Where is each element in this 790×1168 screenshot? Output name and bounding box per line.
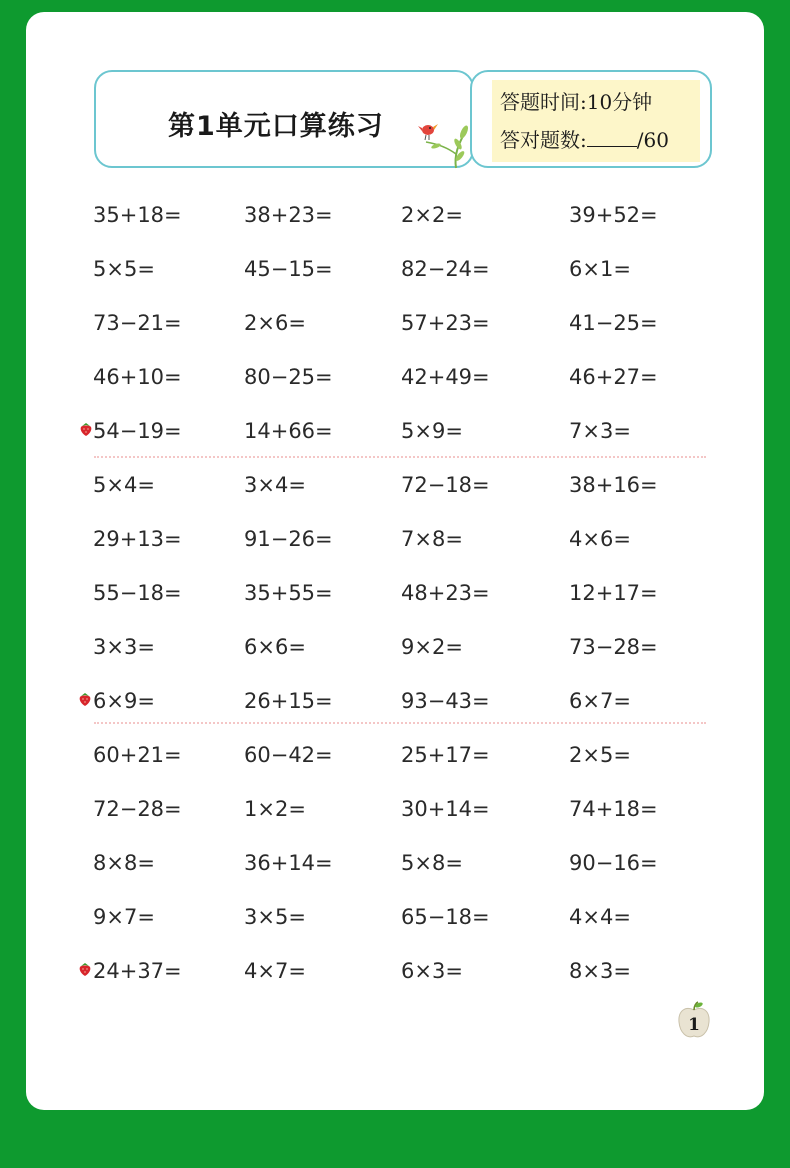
math-problem: 25+17= [401, 743, 490, 767]
math-problem: 80−25= [244, 365, 333, 389]
math-problem: 45−15= [244, 257, 333, 281]
math-problem: 41−25= [569, 311, 658, 335]
math-problem: 55−18= [93, 581, 182, 605]
math-problem: 6×9= [93, 689, 155, 713]
math-problem: 36+14= [244, 851, 333, 875]
math-problem: 35+55= [244, 581, 333, 605]
math-problem: 2×5= [569, 743, 631, 767]
math-problem: 2×2= [401, 203, 463, 227]
math-problem: 2×6= [244, 311, 306, 335]
score-line [500, 124, 669, 153]
math-problem: 60−42= [244, 743, 333, 767]
math-problem: 7×8= [401, 527, 463, 551]
section-divider [94, 722, 706, 724]
math-problem: 29+13= [93, 527, 182, 551]
math-problem: 5×5= [93, 257, 155, 281]
math-problem: 26+15= [244, 689, 333, 713]
strawberry-icon [78, 961, 92, 977]
math-problem: 3×3= [93, 635, 155, 659]
math-problem: 6×3= [401, 959, 463, 983]
strawberry-icon [79, 421, 93, 437]
math-problem: 9×2= [401, 635, 463, 659]
math-problem: 65−18= [401, 905, 490, 929]
math-problem: 6×6= [244, 635, 306, 659]
math-problem: 39+52= [569, 203, 658, 227]
math-problem: 1×2= [244, 797, 306, 821]
math-problem: 42+49= [401, 365, 490, 389]
math-problem: 35+18= [93, 203, 182, 227]
page-number-badge [676, 1000, 712, 1040]
math-problem: 54−19= [93, 419, 182, 443]
math-problem: 24+37= [93, 959, 182, 983]
time-limit-text: 答题时间:10分钟 [500, 90, 653, 114]
worksheet-page [26, 12, 764, 1110]
math-problem: 8×3= [569, 959, 631, 983]
strawberry-icon [78, 691, 92, 707]
info-panel [470, 70, 712, 168]
math-problem: 9×7= [93, 905, 155, 929]
math-problem: 14+66= [244, 419, 333, 443]
score-total: /60 [636, 128, 669, 152]
math-problem: 46+10= [93, 365, 182, 389]
math-problem: 3×4= [244, 473, 306, 497]
page-number: 1 [688, 1015, 700, 1035]
math-problem: 38+23= [244, 203, 333, 227]
math-problem: 7×3= [569, 419, 631, 443]
title-banner [94, 70, 474, 168]
math-problem: 57+23= [401, 311, 490, 335]
math-problem: 91−26= [244, 527, 333, 551]
math-problem: 5×4= [93, 473, 155, 497]
info-panel-fill [492, 80, 700, 162]
section-divider [94, 456, 706, 458]
math-problem: 48+23= [401, 581, 490, 605]
apple-page-icon [676, 1000, 712, 1040]
math-problem: 4×7= [244, 959, 306, 983]
math-problem: 4×4= [569, 905, 631, 929]
math-problem: 30+14= [401, 797, 490, 821]
score-blank[interactable] [587, 128, 637, 147]
math-problem: 60+21= [93, 743, 182, 767]
math-problem: 38+16= [569, 473, 658, 497]
math-problem: 4×6= [569, 527, 631, 551]
math-problem: 8×8= [93, 851, 155, 875]
page-title: 第1单元口算练习 [168, 111, 384, 142]
score-label: 答对题数: [500, 128, 587, 152]
math-problem: 90−16= [569, 851, 658, 875]
math-problem: 93−43= [401, 689, 490, 713]
math-problem: 74+18= [569, 797, 658, 821]
math-problem: 6×7= [569, 689, 631, 713]
math-problem: 73−28= [569, 635, 658, 659]
math-problem: 5×9= [401, 419, 463, 443]
math-problem: 82−24= [401, 257, 490, 281]
math-problem: 6×1= [569, 257, 631, 281]
math-problem: 12+17= [569, 581, 658, 605]
bird-on-branch-icon [416, 110, 476, 170]
math-problem: 3×5= [244, 905, 306, 929]
math-problem: 46+27= [569, 365, 658, 389]
math-problem: 5×8= [401, 851, 463, 875]
math-problem: 72−28= [93, 797, 182, 821]
math-problem: 73−21= [93, 311, 182, 335]
math-problem: 72−18= [401, 473, 490, 497]
